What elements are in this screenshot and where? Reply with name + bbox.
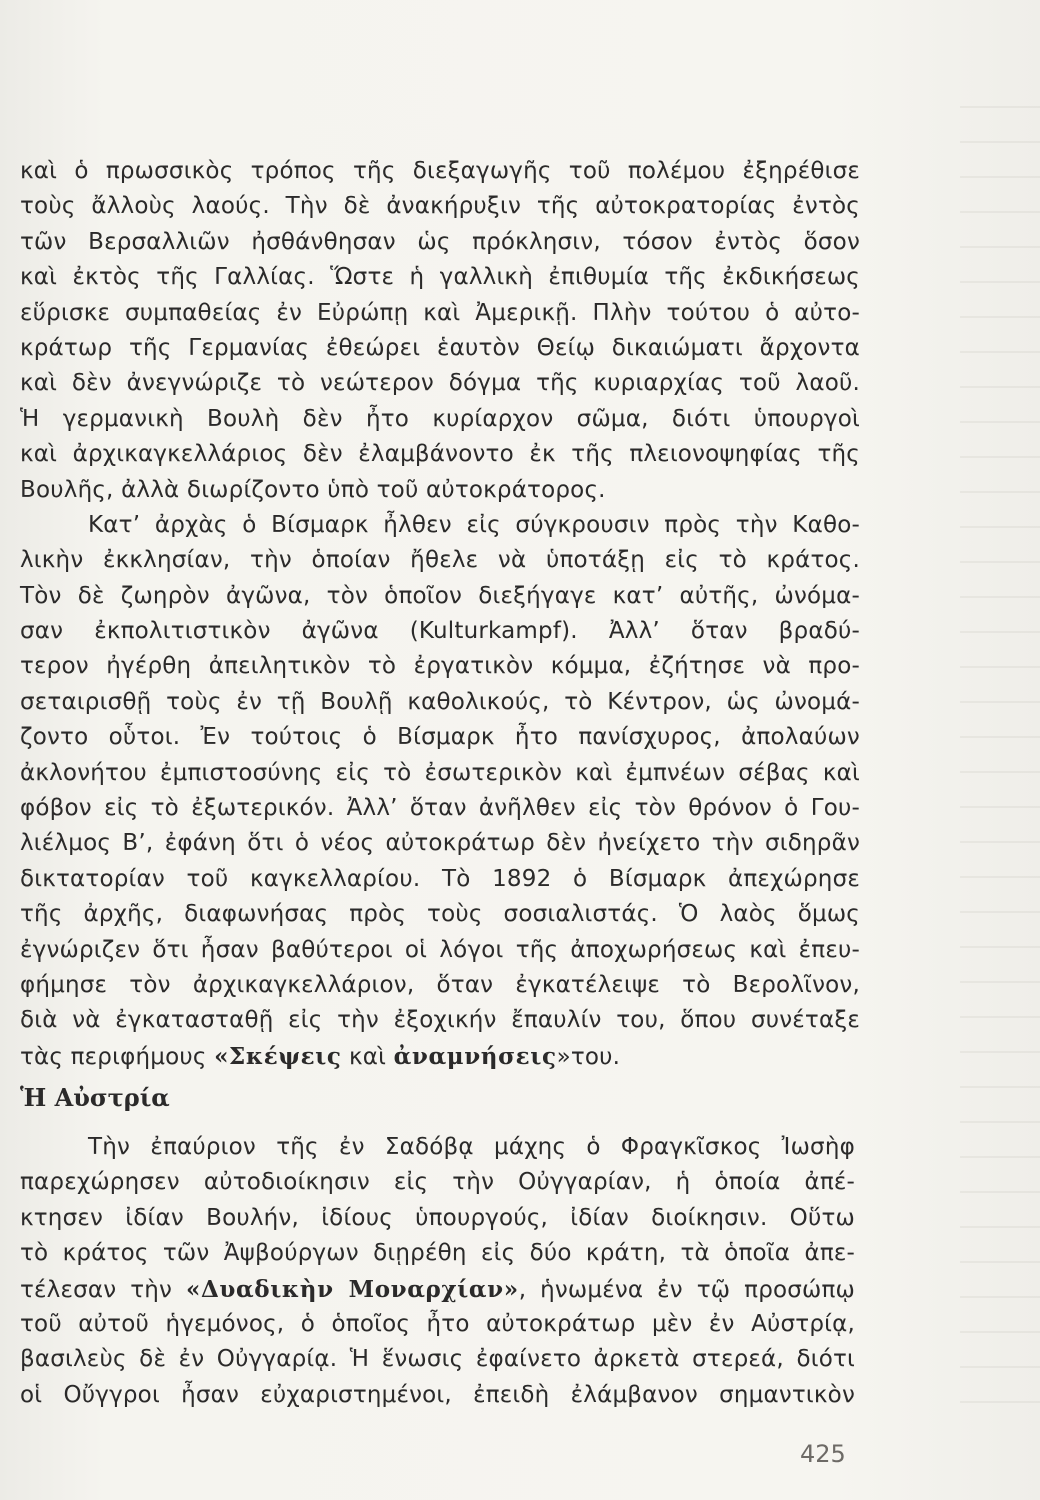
book-title-part1: «Σκέψεις <box>214 1042 342 1070</box>
text-line: Τὴν ἐπαύριον τῆς ἐν Σαδόβᾳ μάχης ὁ Φραγκῖσκος Ἰωσὴφ <box>88 1134 855 1160</box>
text-line-dual-monarchy <box>20 1272 855 1307</box>
text-line-memoirs <box>20 1039 860 1074</box>
text-line: τὸ κράτος τῶν Ἀψβούργων διῃρέθη εἰς δύο κράτη, τὰ ὁποῖα ἀπε- <box>20 1240 855 1267</box>
text-fragment: τὰς περιφήμους <box>20 1043 215 1070</box>
text-line: καὶ ὁ πρωσσικὸς τρόπος τῆς διεξαγωγῆς τοῦ πολέμου ἐξηρέθισε <box>20 158 860 184</box>
text-line: Βουλῆς, ἀλλὰ διωρίζοντο ὑπὸ τοῦ αὐτοκράτορος. <box>20 476 606 503</box>
text-line: κράτωρ τῆς Γερμανίας ἐθεώρει ἑαυτὸν Θείῳ δικαιώματι ἄρχοντα <box>20 334 860 361</box>
text-fragment: »του. <box>556 1043 621 1070</box>
text-line: οἱ Οὔγγροι ἦσαν εὐχαριστημένοι, ἐπειδὴ ἐλάμβανον σημαντικὸν <box>20 1381 855 1408</box>
text-line: ἀκλονήτου ἐμπιστοσύνης εἰς τὸ ἐσωτερικὸν καὶ ἐμπνέων σέβας καὶ <box>20 759 860 786</box>
text-line: φόβον εἰς τὸ ἐξωτερικόν. Ἀλλ’ ὅταν ἀνῆλθεν εἰς τὸν θρόνον ὁ Γου- <box>20 795 860 822</box>
dual-monarchy-term: «Δυαδικὴν Μοναρχίαν» <box>185 1275 519 1303</box>
text-line: παρεχώρησεν αὐτοδιοίκησιν εἰς τὴν Οὐγγαρίαν, ἡ ὁποία ἀπέ- <box>20 1169 855 1196</box>
text-block-top <box>20 154 860 1074</box>
text-fragment: , ἡνωμένα ἐν τῷ προσώπῳ <box>518 1276 856 1303</box>
book-title-part2: ἀναμνήσεις <box>393 1042 557 1070</box>
text-line: σεταιρισθῇ τοὺς ἐν τῇ Βουλῇ καθολικούς, τὸ Κέντρον, ὡς ὠνομά- <box>20 688 860 715</box>
text-line: διὰ νὰ ἐγκατασταθῇ εἰς τὴν ἐξοχικήν ἔπαυλίν του, ὅπου συνέταξε <box>20 1007 860 1034</box>
paragraph-austria <box>20 1130 855 1413</box>
text-line: τερον ἠγέρθη ἀπειλητικὸν τὸ ἐργατικὸν κόμμα, ἐζήτησε νὰ προ- <box>20 653 860 680</box>
text-line: λιέλμος Β’, ἐφάνη ὅτι ὁ νέος αὐτοκράτωρ δὲν ἠνείχετο τὴν σιδηρᾶν <box>20 830 860 857</box>
text-line: λικὴν ἐκκλησίαν, τὴν ὁποίαν ἤθελε νὰ ὑποτάξῃ εἰς τὸ κράτος. <box>20 547 860 574</box>
text-line: Τὸν δὲ ζωηρὸν ἀγῶνα, τὸν ὁποῖον διεξήγαγε κατ’ αὐτῆς, ὠνόμα- <box>20 582 860 609</box>
text-line: δικτατορίαν τοῦ καγκελλαρίου. Τὸ 1892 ὁ Βίσμαρκ ἀπεχώρησε <box>20 865 860 892</box>
text-line: ἐγνώριζεν ὅτι ἦσαν βαθύτεροι οἱ λόγοι τῆς ἀποχωρήσεως καὶ ἐπευ- <box>20 936 860 963</box>
paragraph-prussia <box>20 154 860 508</box>
text-line: Ἡ γερμανικὴ Βουλὴ δὲν ἦτο κυρίαρχον σῶμα, διότι ὑπουργοὶ <box>20 405 860 432</box>
text-fragment: τέλεσαν τὴν <box>20 1276 186 1303</box>
text-line: κτησεν ἰδίαν Βουλήν, ἰδίους ὑπουργούς, ἰδίαν διοίκησιν. Οὕτω <box>20 1204 855 1231</box>
show-through-text <box>960 80 1040 1420</box>
text-line: σαν ἐκπολιτιστικὸν ἀγῶνα (Kulturkampf). Ἀλλ’ ὅταν βραδύ- <box>20 618 860 645</box>
text-line: τῆς ἀρχῆς, διαφωνήσας πρὸς τοὺς σοσιαλιστάς. Ὁ λαὸς ὅμως <box>20 901 860 928</box>
text-line: τοῦ αὐτοῦ ἡγεμόνος, ὁ ὁποῖος ἦτο αὐτοκράτωρ μὲν ἐν Αὐστρίᾳ, <box>20 1310 855 1337</box>
text-line: τῶν Βερσαλλιῶν ἠσθάνθησαν ὡς πρόκλησιν, τόσον ἐντὸς ὅσον <box>20 228 860 255</box>
paragraph-bismarck <box>20 508 860 1074</box>
page-number: 425 <box>800 1440 846 1468</box>
text-line: ζοντο οὗτοι. Ἐν τούτοις ὁ Βίσμαρκ ἦτο πανίσχυρος, ἀπολαύων <box>20 724 860 751</box>
text-line: φήμησε τὸν ἀρχικαγκελλάριον, ὅταν ἐγκατέλειψε τὸ Βερολῖνον, <box>20 971 860 998</box>
text-line: καὶ ἐκτὸς τῆς Γαλλίας. Ὥστε ἡ γαλλικὴ ἐπιθυμία τῆς ἐκδικήσεως <box>20 264 860 291</box>
text-line: τοὺς ἄλλοὺς λαούς. Τὴν δὲ ἀνακήρυξιν τῆς αὐτοκρατορίας ἐντὸς <box>20 193 860 220</box>
section-heading: Ἡ Αὐστρία <box>20 1083 170 1112</box>
text-line: Κατ’ ἀρχὰς ὁ Βίσμαρκ ἦλθεν εἰς σύγκρουσιν πρὸς τὴν Καθο- <box>88 511 860 538</box>
text-line: καὶ ἀρχικαγκελλάριος δὲν ἐλαμβάνοντο ἐκ τῆς πλειονοψηφίας τῆς <box>20 441 860 468</box>
text-line: καὶ δὲν ἀνεγνώριζε τὸ νεώτερον δόγμα τῆς κυριαρχίας τοῦ λαοῦ. <box>20 370 860 397</box>
text-fragment: καὶ <box>341 1043 394 1070</box>
text-line: βασιλεὺς δὲ ἐν Οὐγγαρίᾳ. Ἡ ἕνωσις ἐφαίνετο ἀρκετὰ στερεά, διότι <box>20 1346 855 1373</box>
text-line: εὕρισκε συμπαθείας ἐν Εὐρώπῃ καὶ Ἀμερικῇ. Πλὴν τούτου ὁ αὐτο- <box>20 299 860 326</box>
